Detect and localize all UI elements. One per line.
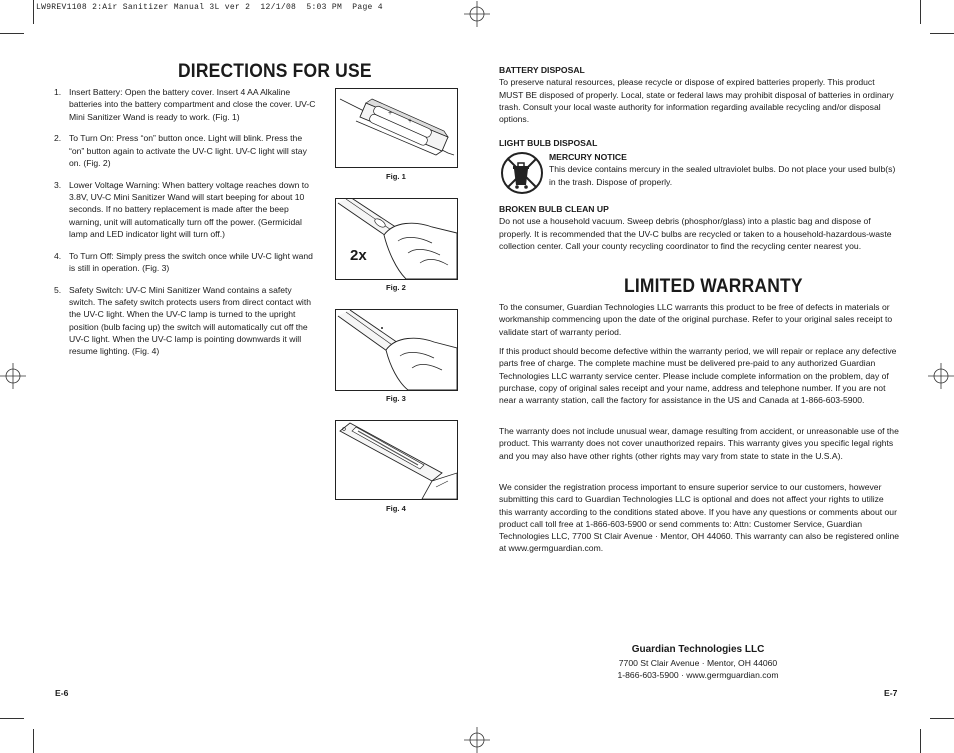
figure-4-caption: Fig. 4 bbox=[386, 504, 406, 513]
step-text: Insert Battery: Open the battery cover. Insert 4 AA Alkaline batteries into the battery compartment and close the cover. UV-C Mini Sanitizer Wand is ready to work. (Fig. 1) bbox=[69, 87, 316, 122]
wand-battery-icon bbox=[336, 89, 457, 167]
battery-disposal-text: To preserve natural resources, please recycle or dispose of expired batteries properly. This product MUST BE disposed of properly. Local, state or federal laws may prohibit disposal of batteries in ordinary trash. Consult your local waste authority for information regarding available recycling and/or disposal options. bbox=[499, 77, 894, 125]
crop-mark bbox=[920, 0, 921, 24]
crop-mark bbox=[930, 718, 954, 719]
mercury-notice-text: This device contains mercury in the sealed ultraviolet bulbs. Do not place your used bulb(s) in the trash. Dispose of properly. bbox=[549, 164, 896, 187]
hand-press-icon bbox=[336, 199, 457, 279]
figure-2-caption: Fig. 2 bbox=[386, 283, 406, 292]
step-number: 4. bbox=[54, 250, 62, 261]
list-item bbox=[54, 86, 316, 123]
page-number-left: E-6 bbox=[55, 688, 69, 698]
step-text: Lower Voltage Warning: When battery voltage reaches down to 3.8V, UV-C Mini Sanitizer Wand will start beeping for about 10 seconds. If no battery replacement is made after the beep warning, unit will automatically turn off the power. (Germicidal lamp and LED indicator light will turn off.) bbox=[69, 179, 309, 239]
figure-2-illustration bbox=[335, 198, 458, 280]
warranty-paragraph: The warranty does not include unusual wear, damage resulting from accident, or unreasonable use of the product. This warranty does not cover unauthorized repairs. This warranty gives you specific legal rights and you may also have other rights (other rights may vary from state to state in the U.S.A). bbox=[499, 426, 899, 461]
warranty-paragraph: If this product should become defective within the warranty period, we will repair or replace any defective parts free of charge. The complete machine must be delivered pre-paid to any authorized Guardian Technologies LLC warranty service center. Please include complete information on the problem, day of purchase, copy of original sales receipt and your name, address and telephone number. If you are not near a warranty station, call the factory for assistance in the US and Canada at 1-866-603-5900. bbox=[499, 346, 897, 406]
list-item bbox=[54, 284, 316, 358]
crop-mark bbox=[33, 0, 34, 24]
step-text: To Turn On: Press “on” button once. Light will blink. Press the “on” button again to activate the UV-C light. UV-C light will stay on. (Fig. 2) bbox=[69, 133, 307, 168]
broken-bulb-text: Do not use a household vacuum. Sweep debris (phosphor/glass) into a plastic bag and dispose of properly. It is recommended that the UV-C bulbs are recycled or taken to a household-hazardous-waste collection center. Call your county recycling coordinator to find the recycling center nearest you. bbox=[499, 216, 892, 251]
crop-mark bbox=[0, 33, 24, 34]
mercury-notice-heading: MERCURY NOTICE bbox=[549, 152, 627, 162]
registration-mark-icon bbox=[464, 1, 490, 27]
press-count-label: 2x bbox=[350, 247, 367, 264]
svg-text:+: + bbox=[388, 110, 393, 117]
step-number: 5. bbox=[54, 284, 62, 295]
company-name: Guardian Technologies LLC bbox=[631, 644, 765, 655]
step-number: 2. bbox=[54, 133, 62, 144]
hand-switch-off-icon bbox=[336, 310, 457, 390]
figure-3-illustration bbox=[335, 309, 458, 391]
broken-bulb-heading: BROKEN BULB CLEAN UP bbox=[499, 204, 609, 214]
registration-mark-icon bbox=[0, 363, 26, 389]
mercury-notice-section bbox=[549, 151, 899, 188]
step-number: 3. bbox=[54, 179, 62, 190]
battery-disposal-section bbox=[499, 64, 899, 125]
directions-list bbox=[54, 86, 316, 367]
light-bulb-disposal-heading: LIGHT BULB DISPOSAL bbox=[499, 138, 598, 148]
list-item bbox=[54, 132, 316, 169]
company-block bbox=[580, 643, 816, 682]
directions-title: DIRECTIONS FOR USE bbox=[178, 61, 372, 82]
company-address: 7700 St Clair Avenue · Mentor, OH 44060 bbox=[618, 658, 778, 668]
wand-safety-switch-icon bbox=[336, 421, 457, 499]
registration-mark-icon bbox=[928, 363, 954, 389]
battery-disposal-heading: BATTERY DISPOSAL bbox=[499, 65, 585, 75]
crop-mark bbox=[0, 718, 24, 719]
step-number: 1. bbox=[54, 87, 62, 97]
page-number-right: E-7 bbox=[884, 688, 898, 698]
crop-mark bbox=[920, 729, 921, 753]
list-item bbox=[54, 179, 316, 240]
figure-1-illustration bbox=[335, 88, 458, 168]
figure-1-caption: Fig. 1 bbox=[386, 172, 406, 181]
list-item bbox=[54, 250, 316, 275]
broken-bulb-section bbox=[499, 203, 901, 252]
figure-4-illustration bbox=[335, 420, 458, 500]
crop-mark bbox=[930, 33, 954, 34]
registration-mark-icon bbox=[464, 727, 490, 753]
warranty-title: LIMITED WARRANTY bbox=[624, 276, 803, 297]
warranty-paragraph: We consider the registration process important to ensure superior service to our customers, however submitting this card to Guardian Technologies LLC is optional and does not affect your rights to utilize this warranty according to the conditions stated above. If you have any questions or comments about our product call toll free at 1-866-603-5900 or send comments to: Attn: Customer Service, Guardian Technologies LLC, 7700 St Clair Avenue · Mentor, OH 44060. This warranty can also be registered online at www.germguardian.com. bbox=[499, 482, 899, 554]
step-text: Safety Switch: UV-C Mini Sanitizer Wand contains a safety switch. The safety switch protects users from direct contact with the UV-C light. When the UV-C lamp is turned to the upright position (bulb facing up) the switch will automatically cut off the UV-C light. When the UV-C lamp is pointing downwards it will resume lighting. (Fig. 4) bbox=[69, 284, 311, 357]
figure-3-caption: Fig. 3 bbox=[386, 394, 406, 403]
step-text: To Turn Off: Simply press the switch once while UV-C light wand is still in operation. (Fig. 3) bbox=[69, 250, 313, 274]
svg-text:+: + bbox=[408, 118, 413, 125]
company-contact: 1-866-603-5900 · www.germguardian.com bbox=[617, 670, 779, 681]
crop-mark bbox=[33, 729, 34, 753]
warranty-paragraph: To the consumer, Guardian Technologies LLC warrants this product to be free of defects in materials or workmanship commencing upon the date of the original purchase. Refer to your original sales receipt to validate start of warranty period. bbox=[499, 302, 893, 337]
printer-slug: LW9REV1108 2:Air Sanitizer Manual 3L ver 2 12/1/08 5:03 PM Page 4 bbox=[36, 3, 383, 12]
trash-bin-crossed-icon bbox=[499, 151, 545, 195]
